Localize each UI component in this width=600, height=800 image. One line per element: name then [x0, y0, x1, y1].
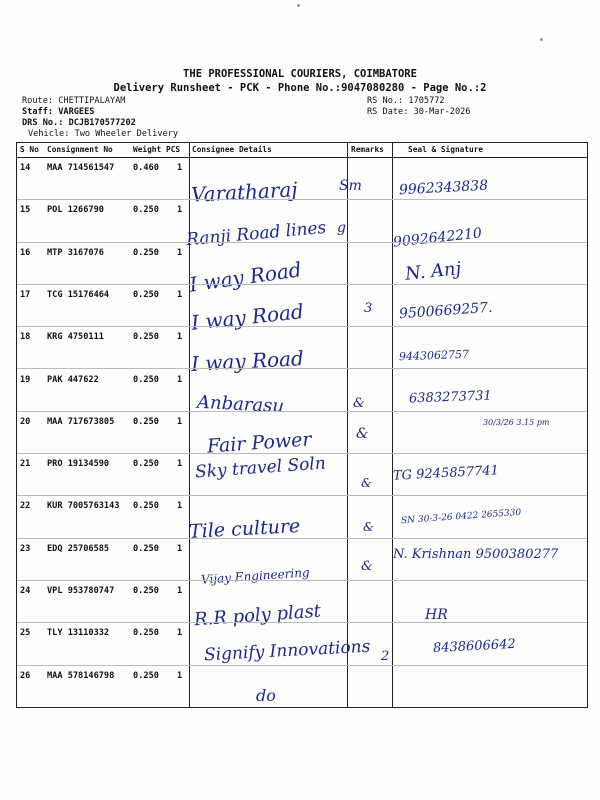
scan-speck: [297, 4, 300, 7]
handwritten-signature: TG 9245857741: [392, 463, 500, 484]
sno-cell: 26: [20, 670, 31, 681]
table-row: [17, 666, 587, 708]
consignment-cell: EDQ 25706585: [47, 543, 110, 554]
sno-cell: 24: [20, 586, 31, 596]
handwritten-remark: Sm: [339, 178, 362, 194]
handwritten-signature: 9962343838: [398, 177, 489, 199]
consignment-cell: TLY 13110332: [47, 628, 110, 639]
weight-cell: 0.250: [133, 501, 159, 512]
consignment-cell: PAK 447622: [47, 374, 99, 385]
pcs-cell: 1: [177, 543, 183, 554]
weight-cell: 0.250: [133, 543, 159, 554]
handwritten-signature: 9443062757: [398, 347, 470, 364]
weight-cell: 0.250: [133, 586, 159, 596]
pcs-cell: 1: [177, 628, 183, 639]
sno-cell: 22: [20, 501, 31, 512]
pcs-cell: 1: [177, 501, 183, 512]
weight-cell: 0.250: [133, 374, 159, 385]
handwritten-consignee: Ranji Road lines: [185, 218, 328, 251]
handwritten-remark: 2: [381, 649, 390, 665]
sno-cell: 23: [20, 543, 31, 554]
sno-cell: 21: [20, 459, 31, 470]
consignment-cell: TCG 15176464: [47, 289, 110, 300]
consignment-cell: KUR 7005763143: [47, 501, 120, 512]
handwritten-remark: 3: [364, 300, 373, 316]
rs-no-label: RS No.: 1705772: [367, 96, 445, 106]
weight-cell: 0.250: [133, 289, 159, 300]
handwritten-consignee: Vijay Engineering: [200, 564, 311, 587]
handwritten-consignee: Anbarasu: [196, 391, 285, 417]
consignment-cell: KRG 4750111: [47, 332, 104, 343]
handwritten-signature: N. Anj: [404, 257, 463, 285]
col-header-consignee: Consignee Details: [192, 145, 272, 154]
handwritten-remark: g: [337, 220, 346, 237]
handwritten-remark: &: [361, 558, 373, 574]
weight-cell: 0.460: [133, 163, 159, 173]
handwritten-consignee: Tile culture: [188, 515, 301, 544]
consignment-cell: MAA 578146798: [47, 670, 115, 681]
pcs-cell: 1: [177, 374, 183, 385]
handwritten-consignee: I way Road: [190, 346, 305, 377]
delivery-table: [16, 142, 588, 708]
table-row: [17, 285, 587, 335]
handwritten-remark: &: [361, 476, 372, 491]
handwritten-signature: 30/3/26 3.15 pm: [483, 417, 550, 427]
handwritten-remark: &: [356, 425, 369, 442]
table-row: [17, 539, 587, 587]
weight-cell: 0.250: [133, 332, 159, 343]
handwritten-signature: 8438606642: [432, 637, 517, 657]
pcs-cell: 1: [177, 205, 183, 216]
pcs-cell: 1: [177, 163, 183, 173]
consignment-cell: POL 1266790: [47, 205, 104, 216]
sno-cell: 15: [20, 205, 31, 216]
col-header-seal: Seal & Signature: [408, 145, 484, 154]
handwritten-signature: SN 30-3-26 0422 2655330: [400, 508, 522, 527]
handwritten-remark: &: [353, 395, 365, 411]
col-header-weight: Weight: [133, 145, 162, 154]
handwritten-consignee: Varatharaj: [190, 177, 299, 207]
handwritten-signature: N. Krishnan 9500380277: [393, 546, 559, 562]
handwritten-consignee: do: [256, 685, 276, 705]
table-row: [17, 327, 587, 377]
handwritten-signature: HR: [425, 607, 448, 623]
rs-date-label: RS Date: 30-Mar-2026: [367, 107, 471, 117]
table-row: [17, 370, 587, 417]
sno-cell: 17: [20, 289, 31, 300]
weight-cell: 0.250: [133, 416, 159, 427]
runsheet-subtitle: Delivery Runsheet - PCK - Phone No.:9047080280 - Page No.:2: [113, 82, 487, 94]
handwritten-signature: 6383273731: [408, 388, 492, 406]
table-row: [17, 496, 587, 544]
consignment-cell: MAA 717673805: [47, 416, 115, 427]
sno-cell: 14: [20, 163, 31, 173]
sno-cell: 20: [20, 416, 31, 427]
drs-label: DRS No.: DCJB170577202: [22, 118, 136, 128]
table-row: [17, 581, 587, 631]
sno-cell: 18: [20, 332, 31, 343]
scan-speck: [540, 38, 543, 41]
consignment-cell: VPL 953780747: [47, 586, 115, 596]
company-title: THE PROFESSIONAL COURIERS, COIMBATORE: [183, 68, 417, 80]
consignment-cell: MAA 714561547: [47, 163, 115, 173]
pcs-cell: 1: [177, 670, 183, 681]
handwritten-consignee: Fair Power: [206, 428, 313, 458]
pcs-cell: 1: [177, 416, 183, 427]
pcs-cell: 1: [177, 332, 183, 343]
weight-cell: 0.250: [133, 205, 159, 216]
consignment-cell: PRO 19134590: [47, 459, 110, 470]
handwritten-consignee: Signify Innovations: [203, 636, 371, 666]
pcs-cell: 1: [177, 247, 183, 258]
weight-cell: 0.250: [133, 670, 159, 681]
weight-cell: 0.250: [133, 628, 159, 639]
handwritten-remark: &: [363, 520, 374, 535]
pcs-cell: 1: [177, 586, 183, 596]
handwritten-signature: 9092642210: [392, 225, 483, 251]
weight-cell: 0.250: [133, 459, 159, 470]
table-row: [17, 623, 587, 665]
sno-cell: 16: [20, 247, 31, 258]
table-row: [17, 412, 587, 458]
sno-cell: 19: [20, 374, 31, 385]
table-row: [17, 454, 587, 496]
pcs-cell: 1: [177, 459, 183, 470]
handwritten-signature: 9500669257.: [398, 299, 493, 323]
col-header-consignment: Consignment No: [47, 145, 113, 154]
sno-cell: 25: [20, 628, 31, 639]
table-row: [17, 200, 587, 251]
table-row: [17, 158, 587, 207]
col-header-pcs: PCS: [166, 145, 181, 154]
vehicle-label: Vehicle: Two Wheeler Delivery: [28, 129, 179, 139]
col-header-remarks: Remarks: [351, 145, 384, 154]
route-label: Route: CHETTIPALAYAM: [22, 96, 126, 106]
handwritten-consignee: R.R poly plast: [193, 600, 322, 631]
consignment-cell: MTP 3167076: [47, 247, 104, 258]
staff-label: Staff: VARGEES: [22, 107, 95, 117]
col-header-sno: S No: [20, 145, 39, 154]
pcs-cell: 1: [177, 289, 183, 300]
handwritten-consignee: I way Road: [190, 299, 305, 335]
weight-cell: 0.250: [133, 247, 159, 258]
handwritten-consignee: Sky travel Soln: [194, 453, 327, 483]
handwritten-consignee: I way Road: [187, 256, 303, 297]
